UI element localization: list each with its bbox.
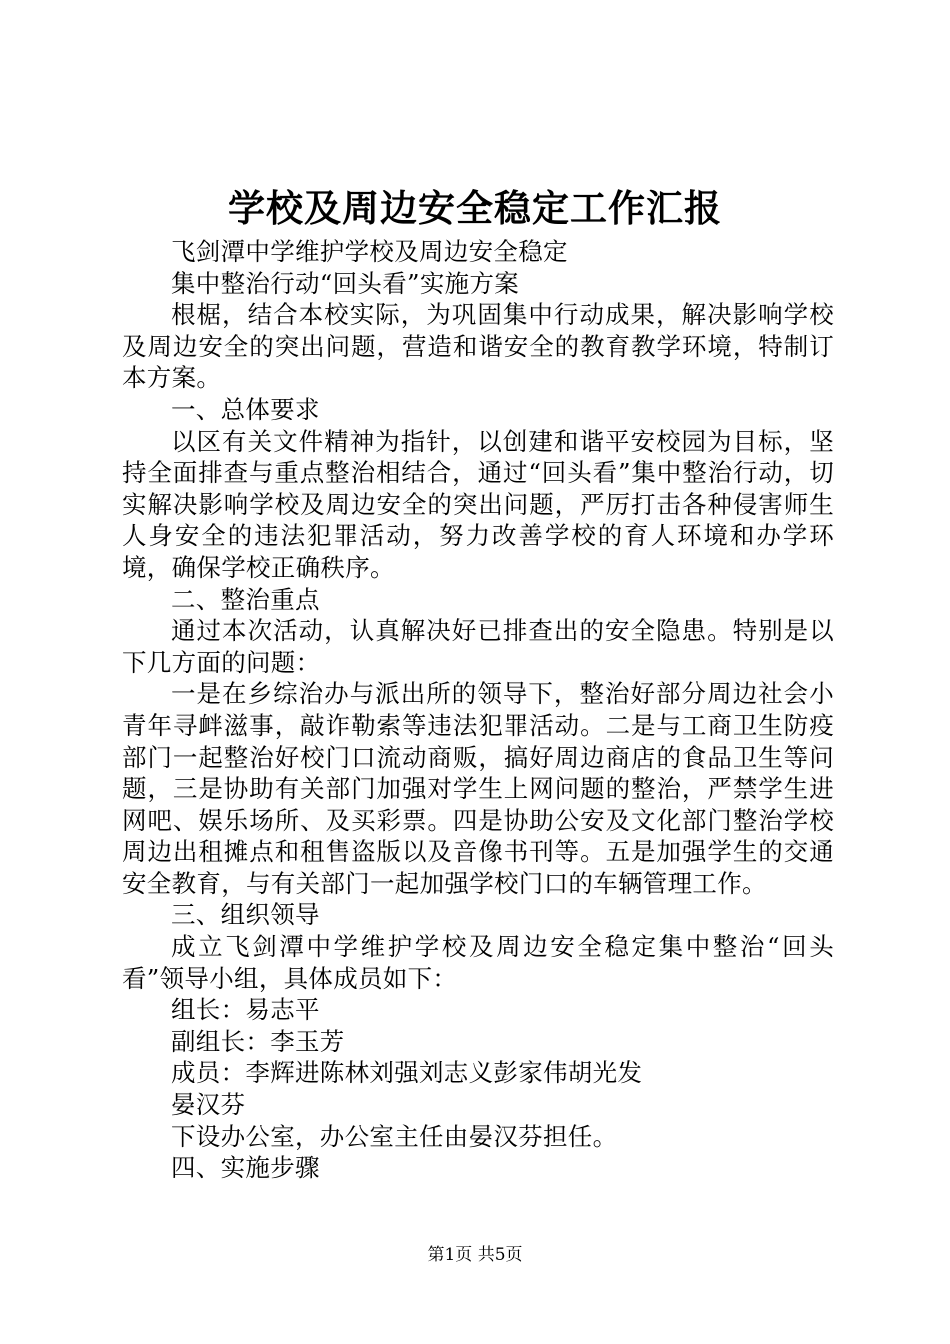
document-title: 学校及周边安全稳定工作汇报 [228, 186, 722, 230]
organization-paragraph: 成立飞剑潭中学维护学校及周边安全稳定集中整治“回头看”领导小组，具体成员如下： [122, 932, 834, 993]
subtitle-line-2: 集中整治行动“回头看”实施方案 [171, 268, 520, 298]
key-rectification-details: 一是在乡综治办与派出所的领导下，整治好部分周边社会小青年寻衅滋事，敲诈勒索等违法犯罪活动。二是与工商卫生防疫部门一起整治好校门口流动商贩，搞好周边商店的食品卫生等问题，三是协助有关部门加强对学生上网问题的整治，严禁学生进网吧、娱乐场所、及买彩票。四是协助公安及文化部门整治学校周边出租摊点和租售盗版以及音像书刊等。五是加强学生的交通安全教育，与有关部门一起加强学校门口的车辆管理工作。 [122, 679, 834, 898]
subtitle-line-1: 飞剑潭中学维护学校及周边安全稳定 [171, 237, 568, 266]
key-rectification-intro: 通过本次活动，认真解决好已排查出的安全隐患。特别是以下几方面的问题： [122, 616, 834, 677]
section-heading-organization: 三、组织领导 [171, 900, 320, 930]
document-body [122, 236, 834, 1184]
deputy-leader-line: 副组长：李玉芳 [171, 1026, 345, 1056]
general-requirements-paragraph: 以区有关文件精神为指针，以创建和谐平安校园为目标，坚持全面排查与重点整治相结合，通过“回头看”集中整治行动，切实解决影响学校及周边安全的突出问题，严厉打击各种侵害师生人身安全的违法犯罪活动，努力改善学校的育人环境和办学环境，确保学校正确秩序。 [122, 426, 834, 582]
page-footer: 第1页 共5页 [427, 1245, 523, 1265]
members-line: 成员：李辉进陈林刘强刘志义彭家伟胡光发 [171, 1058, 643, 1088]
team-leader-line: 组长：易志平 [171, 995, 320, 1025]
section-heading-key-rectification: 二、整治重点 [171, 584, 320, 614]
section-heading-implementation-steps: 四、实施步骤 [171, 1153, 320, 1183]
members-line-continued: 晏汉芬 [171, 1090, 246, 1120]
office-line: 下设办公室，办公室主任由晏汉芬担任。 [171, 1121, 618, 1151]
section-heading-general-requirements: 一、总体要求 [171, 394, 320, 424]
intro-paragraph: 根椐，结合本校实际，为巩固集中行动成果，解决影响学校及周边安全的突出问题，营造和谐安全的教育教学环境，特制订本方案。 [122, 300, 834, 393]
